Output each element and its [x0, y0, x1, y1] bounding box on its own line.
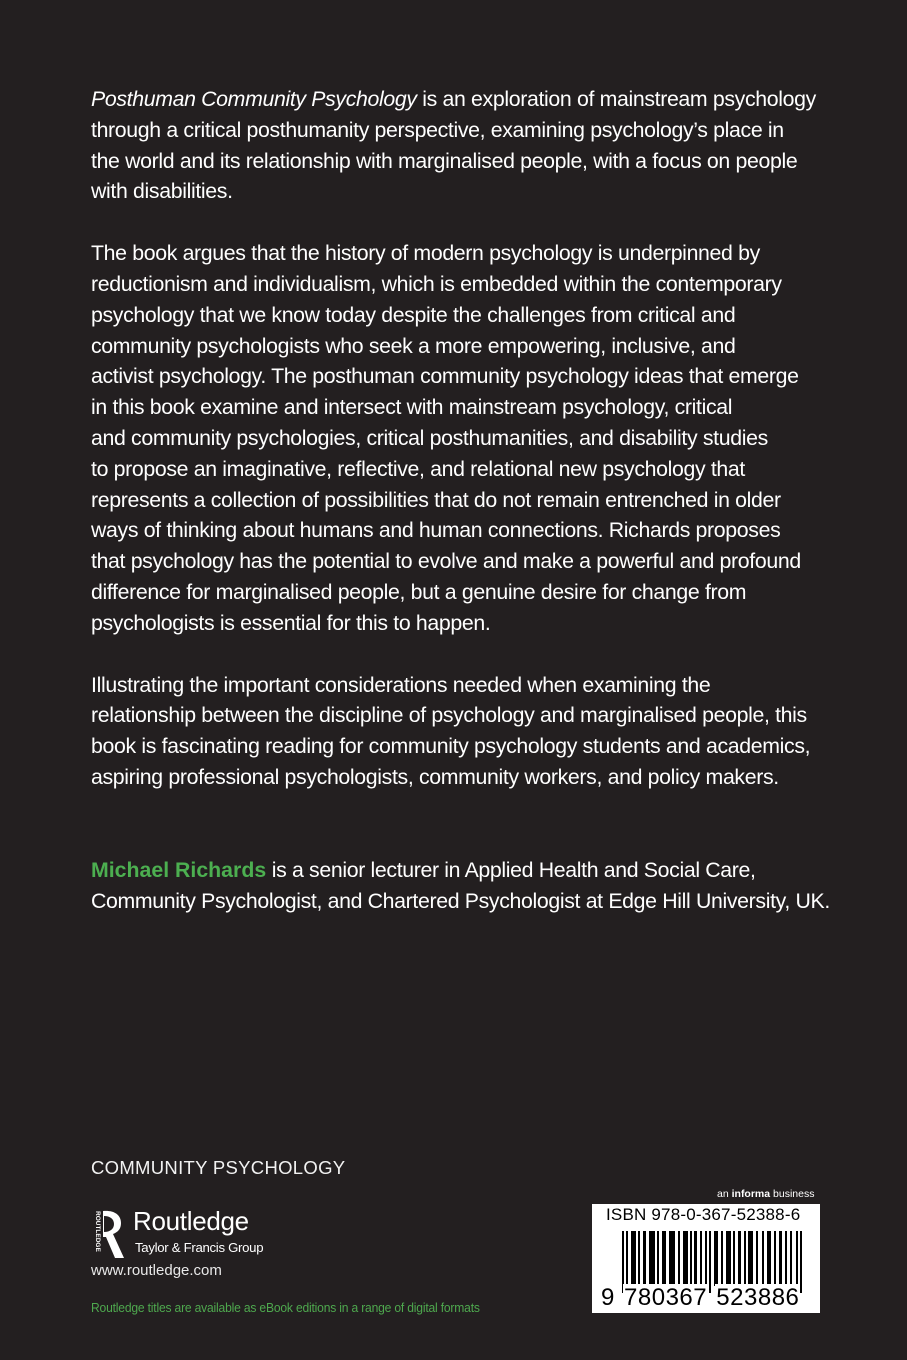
blurb-line: reductionism and individualism, which is embedded within the contemporary — [91, 271, 782, 296]
blurb-paragraph-1 — [91, 84, 831, 207]
blurb-line: difference for marginalised people, but a genuine desire for change from — [91, 579, 747, 604]
blurb-line: Posthuman Community Psychology is an exploration of mainstream psychology — [91, 87, 816, 111]
blurb-line: and community psychologies, critical posthumanities, and disability studies — [91, 425, 768, 450]
blurb-line: represents a collection of possibilities that do not remain entrenched in older — [91, 487, 781, 512]
blurb-line: aspiring professional psychologists, community workers, and policy makers. — [91, 764, 779, 789]
publisher-url[interactable]: www.routledge.com — [91, 1262, 222, 1279]
blurb-line: The book argues that the history of modern psychology is underpinned by — [91, 241, 760, 266]
blurb-line: book is fascinating reading for community psychology students and academics, — [91, 734, 811, 759]
publisher-name: Routledge — [133, 1206, 249, 1236]
blurb-line: psychology that we know today despite the challenges from critical and — [91, 302, 736, 327]
author-name: Michael Richards — [91, 858, 267, 882]
back-cover-blurb — [91, 84, 831, 824]
routledge-r-logo-icon — [91, 1210, 131, 1260]
blurb-line: with disabilities. — [91, 179, 233, 204]
blurb-paragraph-3 — [91, 670, 831, 793]
blurb-line: ways of thinking about humans and human connections. Richards proposes — [91, 518, 781, 543]
publisher-group: Taylor & Francis Group — [135, 1240, 264, 1255]
series-name: COMMUNITY PSYCHOLOGY — [91, 1157, 346, 1178]
blurb-line: that psychology has the potential to evolve and make a powerful and profound — [91, 549, 801, 574]
ebook-availability-note: Routledge titles are available as eBook editions in a range of digital formats — [91, 1300, 480, 1315]
blurb-line: activist psychology. The posthuman community psychology ideas that emerge — [91, 364, 799, 389]
blurb-line: through a critical posthumanity perspective, examining psychology’s place in — [91, 117, 784, 142]
svg-text:ROUTLEDGE: ROUTLEDGE — [94, 1211, 101, 1252]
blurb-line: psychologists is essential for this to happen. — [91, 610, 491, 635]
barcode-digits: 9 780367 523886 — [601, 1284, 800, 1311]
author-bio — [91, 855, 851, 917]
blurb-line: in this book examine and intersect with mainstream psychology, critical — [91, 395, 733, 420]
publisher-logo — [91, 1206, 291, 1260]
blurb-line: Illustrating the important considerations needed when examining the — [91, 672, 711, 697]
author-bio-line: Community Psychologist, and Chartered Psychologist at Edge Hill University, UK. — [91, 888, 830, 913]
blurb-line: to propose an imaginative, reflective, and relational new psychology that — [91, 456, 745, 481]
isbn-barcode — [592, 1204, 820, 1313]
informa-business-tagline: an informa business — [717, 1188, 815, 1200]
blurb-paragraph-2 — [91, 238, 831, 638]
book-title-italic: Posthuman Community Psychology — [91, 87, 417, 111]
blurb-line: community psychologists who seek a more empowering, inclusive, and — [91, 333, 736, 358]
blurb-line: relationship between the discipline of psychology and marginalised people, this — [91, 703, 807, 728]
author-bio-line: Michael Richards is a senior lecturer in Applied Health and Social Care, — [91, 858, 756, 882]
isbn-label: ISBN 978-0-367-52388-6 — [606, 1205, 801, 1224]
blurb-line: the world and its relationship with marginalised people, with a focus on people — [91, 148, 798, 173]
